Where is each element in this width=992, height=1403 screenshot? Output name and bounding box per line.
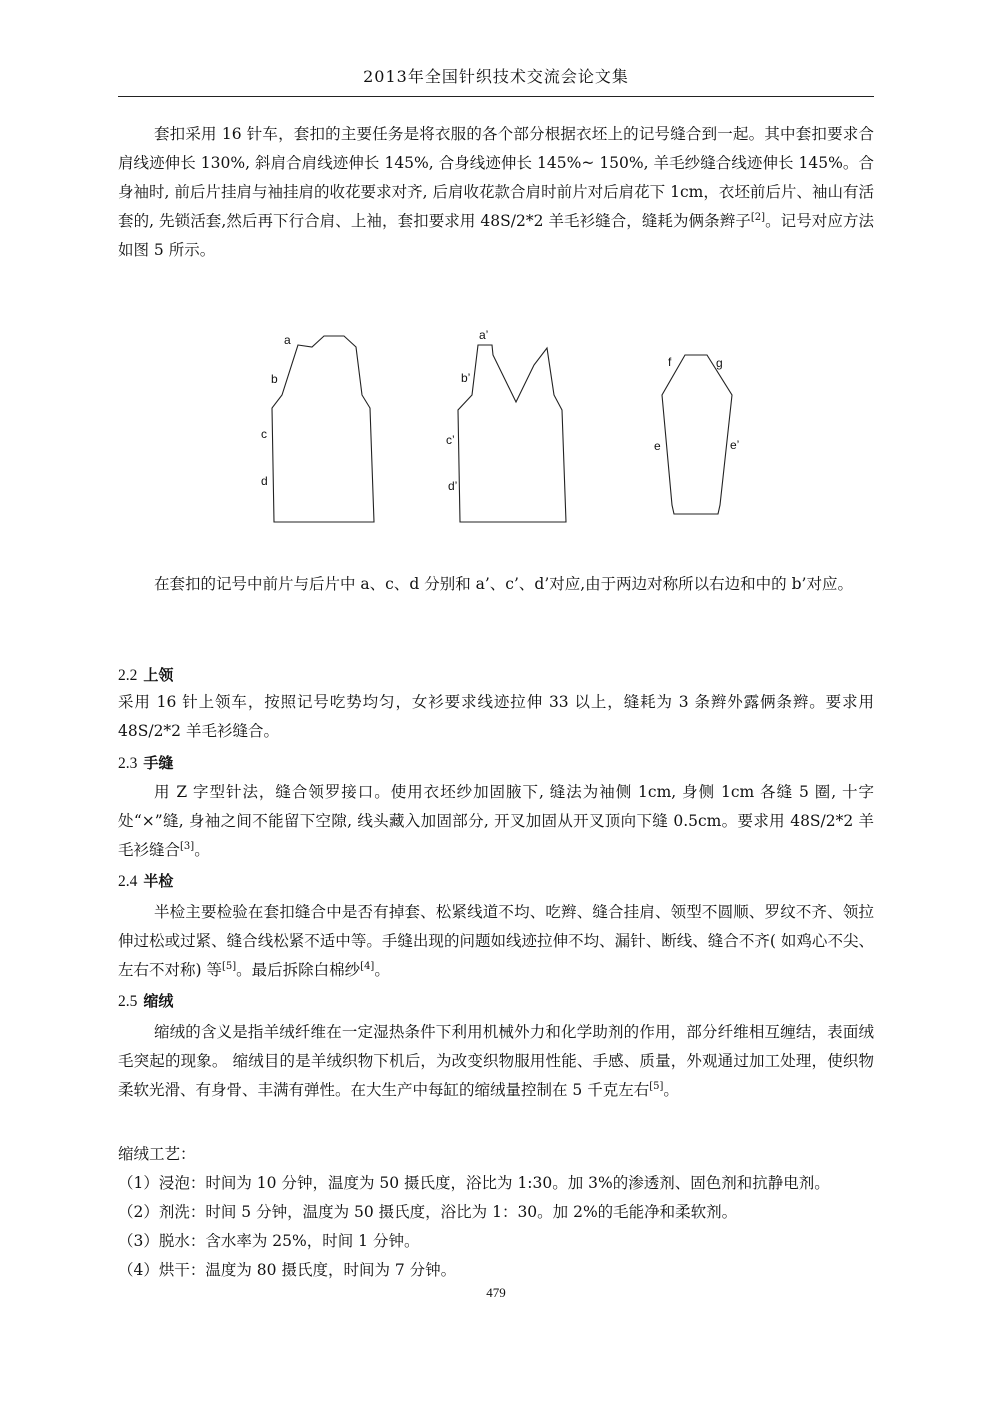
- citation-2: [2]: [750, 211, 765, 223]
- section-2-3-tail: 。: [194, 841, 210, 859]
- section-2-5-body: [118, 1018, 874, 1105]
- front-label-b: b’: [461, 371, 471, 385]
- section-2-4-text: 半检主要检验在套扣缝合中是否有掉套、松紧线道不均、吃辫、缝合挂肩、领型不圆顺、罗纹不齐、领拉伸过松或过紧、缝合线松紧不适中等。手缝出现的问题如线迹拉伸不均、漏针、断线、缝合不齐( 如鸡心不尖、左右不对称) 等: [118, 903, 874, 979]
- section-number: 2.3: [118, 755, 138, 772]
- back-label-c: c: [261, 427, 267, 441]
- citation-4: [4]: [360, 960, 375, 972]
- intro-paragraph: [118, 120, 874, 265]
- intro-tail: 。记号对应方法如图 5 所示。: [118, 212, 874, 259]
- process-list: [118, 1140, 878, 1285]
- front-label-d: d’: [448, 479, 458, 493]
- figure-5-diagram: [262, 300, 822, 540]
- sleeve-label-f: f: [668, 355, 672, 369]
- section-title: 半检: [143, 872, 174, 890]
- process-step: （4）烘干：温度为 80 摄氏度，时间为 7 分钟。: [118, 1261, 457, 1279]
- garment-pieces-svg: [262, 300, 822, 540]
- section-2-4-body: [118, 898, 874, 985]
- section-title: 上领: [143, 666, 174, 684]
- section-2-2-heading: [118, 662, 173, 689]
- citation-3: [3]: [180, 840, 195, 852]
- process-step: （3）脱水：含水率为 25%，时间 1 分钟。: [118, 1232, 420, 1250]
- front-label-a: a’: [479, 328, 489, 342]
- section-2-2-body: 采用 16 针上领车，按照记号吃势均匀，女衫要求线迹拉伸 33 以上，缝耗为 3 条辫外露俩条辫。要求用 48S/2*2 羊毛衫缝合。: [118, 693, 874, 740]
- sleeve-label-e-prime: e’: [730, 438, 740, 452]
- section-2-4-mid: 。最后拆除白棉纱: [236, 961, 361, 979]
- section-2-3-body: [118, 778, 874, 865]
- front-piece-outline: [458, 345, 566, 522]
- page-number: 479: [486, 1285, 506, 1300]
- back-label-d: d: [261, 474, 268, 488]
- section-number: 2.4: [118, 873, 138, 890]
- back-label-b: b: [271, 372, 278, 386]
- section-2-3-text: 用 Z 字型针法，缝合领罗接口。使用衣坯纱加固腋下, 缝法为袖侧 1cm, 身侧 1cm 各缝 5 圈, 十字处“×”缝, 身袖之间不能留下空隙, 线头藏入加固部分, 开叉加固从开叉顶向下缝 0.5cm。要求用 48S/2*2 羊毛衫缝合: [118, 783, 874, 859]
- section-number: 2.2: [118, 667, 138, 684]
- section-title: 缩绒: [143, 992, 174, 1010]
- section-2-5-heading: [118, 988, 173, 1015]
- process-step: （2）剂洗：时间 5 分钟，温度为 50 摄氏度，浴比为 1：30。加 2%的毛能净和柔软剂。: [118, 1203, 738, 1221]
- citation-5: [5]: [221, 960, 237, 972]
- back-piece-outline: [272, 336, 374, 522]
- front-label-c: c’: [446, 433, 455, 447]
- section-2-5-text: 缩绒的含义是指羊绒纤维在一定湿热条件下利用机械外力和化学助剂的作用，部分纤维相互缠结，表面绒毛突起的现象。 缩绒目的是羊绒织物下机后，为改变织物服用性能、手感、质量，外观通过加工处理，使织物柔软光滑、有身骨、丰满有弹性。在大生产中每缸的缩绒量控制在 5 千克左右: [118, 1023, 874, 1099]
- section-2-4-tail: 。: [374, 961, 390, 979]
- section-number: 2.5: [118, 993, 138, 1010]
- citation-5b: [5]: [649, 1080, 664, 1092]
- sleeve-outline: [662, 355, 732, 514]
- sleeve-label-g: g: [716, 356, 723, 370]
- intro-text: 套扣采用 16 针车，套扣的主要任务是将衣服的各个部分根据衣坯上的记号缝合到一起。其中套扣要求合肩线迹伸长 130%, 斜肩合肩线迹伸长 145%, 合身线迹伸长 145%~ 150%, 羊毛纱缝合线迹伸长 145%。合身袖时, 前后片挂肩与袖挂肩的收花要求对齐, 后肩收花款合肩时前片对后肩花下 1cm，衣坯前后片、袖山有活套的, 先锁活套,然后再下行合肩、上袖，套扣要求用 48S/2*2 羊毛衫缝合，缝耗为俩条辫子: [118, 125, 874, 230]
- section-title: 手缝: [143, 754, 174, 772]
- process-title: 缩绒工艺：: [118, 1145, 196, 1163]
- sleeve-label-e: e: [654, 439, 661, 453]
- figure-explanation: 在套扣的记号中前片与后片中 a、c、d 分别和 a’、c’、d’对应,由于两边对称所以右边和中的 b’对应。: [154, 575, 853, 593]
- process-step: （1）浸泡：时间为 10 分钟，温度为 50 摄氏度，浴比为 1:30。加 3%的渗透剂、固色剂和抗静电剂。: [118, 1174, 830, 1192]
- header-rule: [118, 96, 874, 97]
- back-label-a: a: [284, 333, 291, 347]
- running-header: 2013年全国针织技术交流会论文集: [363, 67, 629, 86]
- section-2-3-heading: [118, 750, 173, 777]
- section-2-5-tail: 。: [663, 1081, 679, 1099]
- section-2-4-heading: [118, 868, 173, 895]
